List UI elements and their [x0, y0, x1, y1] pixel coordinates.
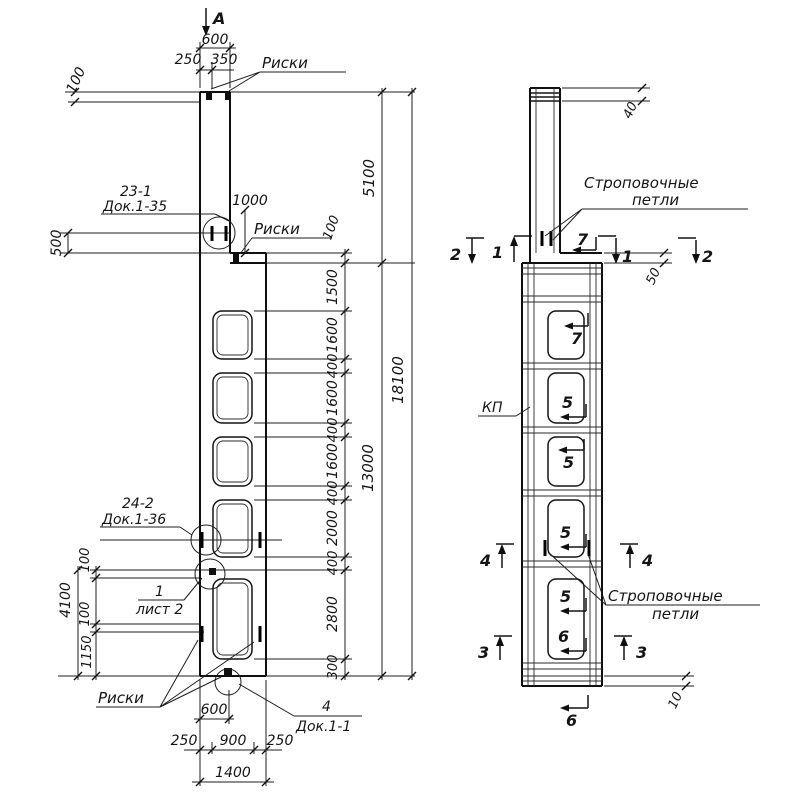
- label-riski-mid: [240, 220, 332, 254]
- dim-ticks: [638, 84, 646, 105]
- mark-23-text: 23-1: [120, 184, 152, 200]
- column-outline: [200, 92, 266, 676]
- kp-text: КП: [482, 400, 503, 416]
- dim-bottom: [171, 702, 294, 786]
- section-5-c: 5: [560, 523, 572, 542]
- top-band-lines: [530, 93, 560, 101]
- dim-100-topleft: 100: [63, 64, 90, 96]
- opening-outline: [213, 311, 252, 359]
- section-7-opening: 7: [571, 329, 583, 348]
- dim-500-text: 500: [49, 229, 65, 257]
- leader: [138, 578, 202, 600]
- section-1-left: 1: [492, 243, 504, 262]
- lifting-loop-marks-top: [542, 231, 551, 246]
- dim-500: [49, 229, 72, 257]
- side-view: [450, 84, 760, 730]
- sheet-ref-text: лист 2: [136, 602, 184, 618]
- section-7-view: 7: [577, 230, 589, 249]
- dim-250: 250: [174, 52, 202, 68]
- leader: [100, 527, 192, 535]
- dim-4100: 4100: [58, 582, 74, 618]
- chain-300: 300: [326, 654, 341, 680]
- opening-outline: [213, 437, 252, 486]
- riski-top-text: Риски: [262, 54, 308, 72]
- section-3-left-arrowhead: [496, 636, 504, 646]
- openings: [213, 311, 252, 659]
- dim-40-text: 40: [620, 99, 642, 122]
- chain-1600b: 1600: [325, 380, 341, 416]
- section-4-right-arrowhead: [626, 544, 634, 554]
- dim-lines: [604, 676, 694, 686]
- loops-bottom-line2: петли: [652, 605, 700, 623]
- label-loops-bottom: [548, 552, 760, 623]
- chain-400b: 400: [326, 417, 341, 443]
- loops-bottom-line1: Строповочные: [608, 587, 723, 605]
- section-6-opening: 6: [558, 627, 570, 646]
- label-loops-top: [545, 174, 748, 240]
- detail-doc: Док.1-1: [296, 719, 352, 735]
- dim-1000-text: 1000: [232, 193, 268, 209]
- label-mark-23-1: [101, 184, 231, 222]
- section-marks-step: [450, 230, 713, 266]
- leader: [239, 684, 362, 716]
- dim-ticks: [682, 672, 690, 690]
- riska-notch-right: [225, 92, 231, 100]
- section-5-a: 5: [562, 393, 574, 412]
- section-2-left: 2: [450, 245, 462, 264]
- dim-100a: 100: [78, 547, 93, 573]
- section-1-left-arrowhead: [510, 236, 518, 246]
- dim-250-right: 250: [266, 733, 294, 749]
- riska-square-mid: [209, 568, 216, 575]
- riska-notch-left: [206, 92, 212, 100]
- opening-inner: [217, 583, 248, 655]
- dim-13000: 13000: [359, 444, 377, 492]
- riski-mid-text: Риски: [254, 220, 300, 238]
- dim-10: [604, 672, 694, 711]
- chain-1600a: 1600: [325, 317, 341, 353]
- mark-5-a-arrowhead: [560, 414, 569, 421]
- opening-inner: [217, 377, 248, 419]
- leader: [545, 209, 748, 240]
- dim-1150: 1150: [80, 635, 95, 669]
- dim-totals: [359, 88, 416, 680]
- section-3-left-mark: [494, 636, 512, 660]
- mark-24-text: 24-2: [122, 496, 154, 512]
- section-4-right: 4: [642, 551, 654, 570]
- dim-50-text: 50: [643, 265, 665, 288]
- mark-24-doc: Док.1-36: [102, 512, 167, 528]
- dim-100b: 100: [78, 601, 93, 627]
- section-4-left-mark: [496, 544, 514, 568]
- section-6-view: 6: [566, 711, 578, 730]
- dim-350: 350: [210, 52, 238, 68]
- mark-5-d-arrowhead: [560, 608, 569, 615]
- section-2-right-arrowhead: [692, 254, 700, 264]
- section-3-left: 3: [478, 643, 490, 662]
- chain-400d: 400: [326, 550, 341, 576]
- dim-600-top: 600: [201, 32, 229, 48]
- label-sheet-ref: [135, 578, 202, 618]
- leader: [240, 238, 332, 254]
- dim-chain-right: [320, 214, 349, 680]
- section-1-right: 1: [622, 247, 634, 266]
- chain-400c: 400: [326, 480, 341, 506]
- chain-400a: 400: [326, 353, 341, 379]
- dim-250-left: 250: [170, 733, 198, 749]
- dim-ticks: [660, 249, 668, 267]
- section-4-left-arrowhead: [498, 544, 506, 554]
- front-view: [49, 8, 416, 786]
- section-5-b: 5: [563, 453, 575, 472]
- riski-bottom-text: Риски: [98, 689, 144, 707]
- loops-top-line1: Строповочные: [584, 174, 699, 192]
- leader: [101, 214, 231, 222]
- dim-1400: 1400: [215, 765, 251, 781]
- label-mark-24-2: [100, 496, 192, 535]
- dim-18100: 18100: [389, 356, 407, 404]
- section-2-left-arrowhead: [468, 254, 476, 264]
- dim-900: 900: [219, 733, 247, 749]
- view-label: А: [213, 9, 226, 28]
- section-4-left: 4: [480, 551, 492, 570]
- riska-step-mark: [233, 254, 239, 263]
- chain-2000: 2000: [325, 510, 341, 546]
- opening-inner: [217, 315, 248, 355]
- dim-40: [562, 84, 650, 121]
- opening-inner: [217, 441, 248, 482]
- dim-step-100: 100: [320, 213, 344, 243]
- sheet-num: 1: [155, 584, 164, 600]
- chain-1500: 1500: [325, 269, 341, 305]
- section-3-right-arrowhead: [620, 636, 628, 646]
- dim-600-bottom: 600: [200, 702, 228, 718]
- opening-inner: [217, 504, 248, 553]
- section-2-left-mark: [466, 238, 484, 260]
- opening-outline: [213, 373, 252, 423]
- mark-5-c-arrowhead: [560, 544, 569, 551]
- section-2-right: 2: [702, 247, 714, 266]
- loops-top-line2: петли: [632, 191, 680, 209]
- dim-left-bottom: [58, 548, 100, 680]
- leader: [211, 72, 346, 91]
- chain-1600c: 1600: [325, 443, 341, 479]
- dim-10-text: 10: [665, 689, 687, 712]
- section-5-d: 5: [560, 587, 572, 606]
- chain-2800: 2800: [325, 596, 341, 632]
- label-detail-4: [239, 684, 362, 735]
- mark-23-doc: Док.1-35: [103, 199, 168, 215]
- detail-num: 4: [322, 699, 331, 715]
- section-3-right: 3: [636, 643, 648, 662]
- extension-lines-vertical: [200, 42, 266, 786]
- dim-5100: 5100: [360, 158, 378, 198]
- mark-6-arrowhead: [560, 648, 569, 655]
- dim-lines: [562, 88, 650, 101]
- section-6-view-mark: [560, 695, 588, 730]
